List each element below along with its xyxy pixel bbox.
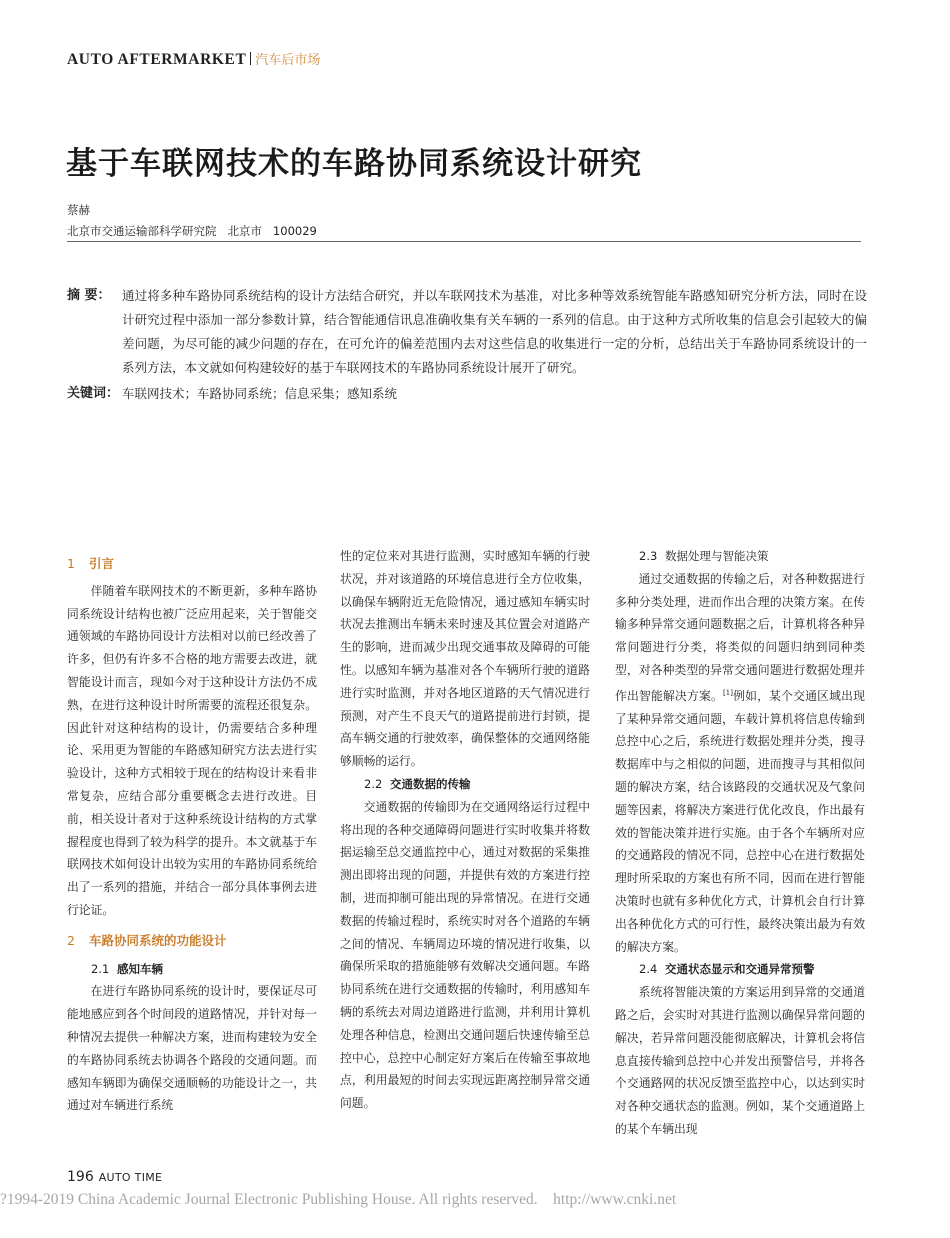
author: 蔡赫 (67, 203, 90, 217)
section-title: 引言 (89, 556, 115, 571)
keywords (67, 382, 867, 406)
header-rule (67, 241, 861, 242)
abstract (67, 284, 867, 380)
subsection-heading (615, 958, 865, 981)
subsection-number: 2.4 (639, 962, 658, 977)
section-number: 2 (67, 932, 75, 948)
paragraph: 交通数据的传输即为在交通网络运行过程中将出现的各种交通障碍问题进行实时收集并将数据运输至总交通监控中心，通过对数据的采集推测出即将出现的问题，并提供有效的方案进行控制，进而抑制可能出现的异常情况。在进行交通数据的传输过程时，系统实时对各个道路的车辆之间的情况、车辆周边环境的情况进行收集，以确保所采取的措施能够有效解决交通问题。车路协同系统在进行交通数据的传输时，利用感知车辆的系统去对周边道路进行监测，并利用计算机处理各种信息，检测出交通问题后快速传输至总控中心，总控中心制定好方案后在传输至事故地点，利用最短的时间去实现远距离控制异常交通问题。 (340, 799, 590, 1111)
paper-title: 基于车联网技术的车路协同系统设计研究 (66, 146, 642, 182)
magazine-name: AUTO TIME (98, 1171, 163, 1184)
paragraph: 伴随着车联网技术的不断更新，多种车路协同系统设计结构也被广泛应用起来，关于智能交通领域的车路协同设计方法相对以前已经改善了许多，但仍有许多不合格的地方需要去改进，就智能设计而言，现如今对于这种设计方法仍不成熟，在进行这种设计时所需要的流程还很复杂。因此针对这种结构的设计，仍需要结合多种理论、采用更为智能的车路感知研究方法去进行实验设计，这种方式相较于现在的结构设计来看非常复杂，应结合部分重要概念去进行改进。目前，相关设计者对于这种系统设计结构的方式掌握程度也得到了较为科学的提升。本文就基于车联网技术如何设计出较为实用的车路协同系统给出了一系列的措施，并结合一部分具体事例去进行论证。 (67, 583, 317, 917)
subsection-heading (67, 958, 317, 981)
column-3 (615, 545, 865, 1141)
keywords-label: 关键词： (67, 386, 120, 401)
citation-ref: [1] (723, 688, 733, 697)
subsection-title: 数据处理与智能决策 (665, 549, 769, 563)
subsection-title: 交通数据的传输 (390, 776, 471, 791)
abstract-text: 通过将多种车路协同系统结构的设计方法结合研究，并以车联网技术为基准，对比多种等效系统智能车路感知研究分析方法，同时在设计研究过程中添加一部分参数计算，结合智能通信讯息准确收集有关车辆的一系列的信息。由于这种方式所收集的信息会引起较大的偏差问题，为尽可能的减少问题的存在，在可允许的偏差范围内去对这些信息的收集进行一定的分析，总结出关于车路协同系统设计的一系列方法，本文就如何构建较好的基于车联网技术的车路协同系统设计展开了研究。 (122, 288, 867, 375)
subsection-heading (615, 545, 865, 568)
paragraph (615, 568, 865, 959)
subsection-heading (340, 773, 590, 796)
section-heading (67, 930, 317, 953)
section-number: 1 (67, 556, 75, 571)
journal-header (67, 49, 320, 69)
subsection-title: 感知车辆 (117, 961, 163, 976)
paragraph: 性的定位来对其进行监测，实时感知车辆的行驶状况，并对该道路的环境信息进行全方位收集，以确保车辆附近无危险情况，通过感知车辆实时状况去推测出车辆未来时速及其位置会对道路产生的影响，进而减少出现交通事故及障碍的可能性。以感知车辆为基准对各个车辆所行驶的道路进行实时监测，并对各地区道路的天气情况进行预测，对产生不良天气的道路提前进行封锁，提高车辆交通的行驶效率，确保整体的交通网络能够顺畅的运行。 (340, 549, 590, 769)
paragraph: 在进行车路协同系统的设计时，要保证尽可能地感应到各个时间段的道路情况，并针对每一种情况去提供一种解决方案，进而构建较为安全的车路协同系统去协调各个路段的交通问题。而感知车辆即为确保交通顺畅的功能设计之一，共通过对车辆进行系统 (67, 984, 317, 1113)
header-divider (250, 52, 251, 65)
paragraph-text: 例如，某个交通区域出现了某种异常交通问题，车载计算机将信息传输到总控中心之后，系统进行数据处理并分类，搜寻数据库中与之相似的问题，进而搜寻与其相似问题的解决方案，结合该路段的交通状况及气象问题等因素，将解决方案进行优化改良，作出最有效的智能决策并进行实施。由于各个车辆所对应的交通路段的情况不同，总控中心在进行数据处理时所采取的方案也有所不同，因而在进行智能决策时也就有多种优化方式，计算机会自行计算出各种优化方式的可行性，最终决策出最为有效的解决方案。 (615, 688, 865, 954)
affiliation: 北京市交通运输部科学研究院 北京市 100029 (67, 224, 317, 238)
page-number: 196 (67, 1169, 94, 1185)
copyright-notice: ?1994-2019 China Academic Journal Electronic Publishing House. All rights reserved. http://www.cnki.net (0, 1191, 677, 1208)
abstract-label: 摘 要： (67, 288, 111, 303)
subsection-number: 2.3 (639, 549, 658, 563)
paragraph-text: 通过交通数据的传输之后，对各种数据进行多种分类处理，进而作出合理的决策方案。在传输多种异常交通问题数据之后，计算机将各种异常问题进行分类，将类似的问题归纳到同种类型，对各种类型的异常交通问题进行数据处理并作出智能解决方案。 (615, 571, 865, 703)
keywords-text: 车联网技术；车路协同系统；信息采集；感知系统 (122, 386, 398, 401)
subsection-title: 交通状态显示和交通异常预警 (665, 962, 815, 977)
column-1 (67, 545, 317, 1117)
paragraph: 系统将智能决策的方案运用到异常的交通道路之后，会实时对其进行监测以确保异常问题的解决，若异常问题没能彻底解决，计算机会将信息直接传输到总控中心并发出预警信号，并将各个交通路网的状况反馈至监控中心，以达到实时对各种交通状态的监测。例如，某个交通道路上的某个车辆出现 (615, 985, 865, 1136)
journal-brand: AUTO AFTERMARKET (67, 51, 247, 68)
subsection-number: 2.1 (91, 961, 110, 976)
section-title: 车路协同系统的功能设计 (89, 932, 227, 948)
journal-section: 汽车后市场 (255, 53, 321, 68)
abstract-block (67, 284, 867, 406)
column-2 (340, 545, 590, 1115)
page-footer (67, 1166, 162, 1185)
subsection-number: 2.2 (364, 776, 383, 791)
section-heading (67, 553, 317, 576)
